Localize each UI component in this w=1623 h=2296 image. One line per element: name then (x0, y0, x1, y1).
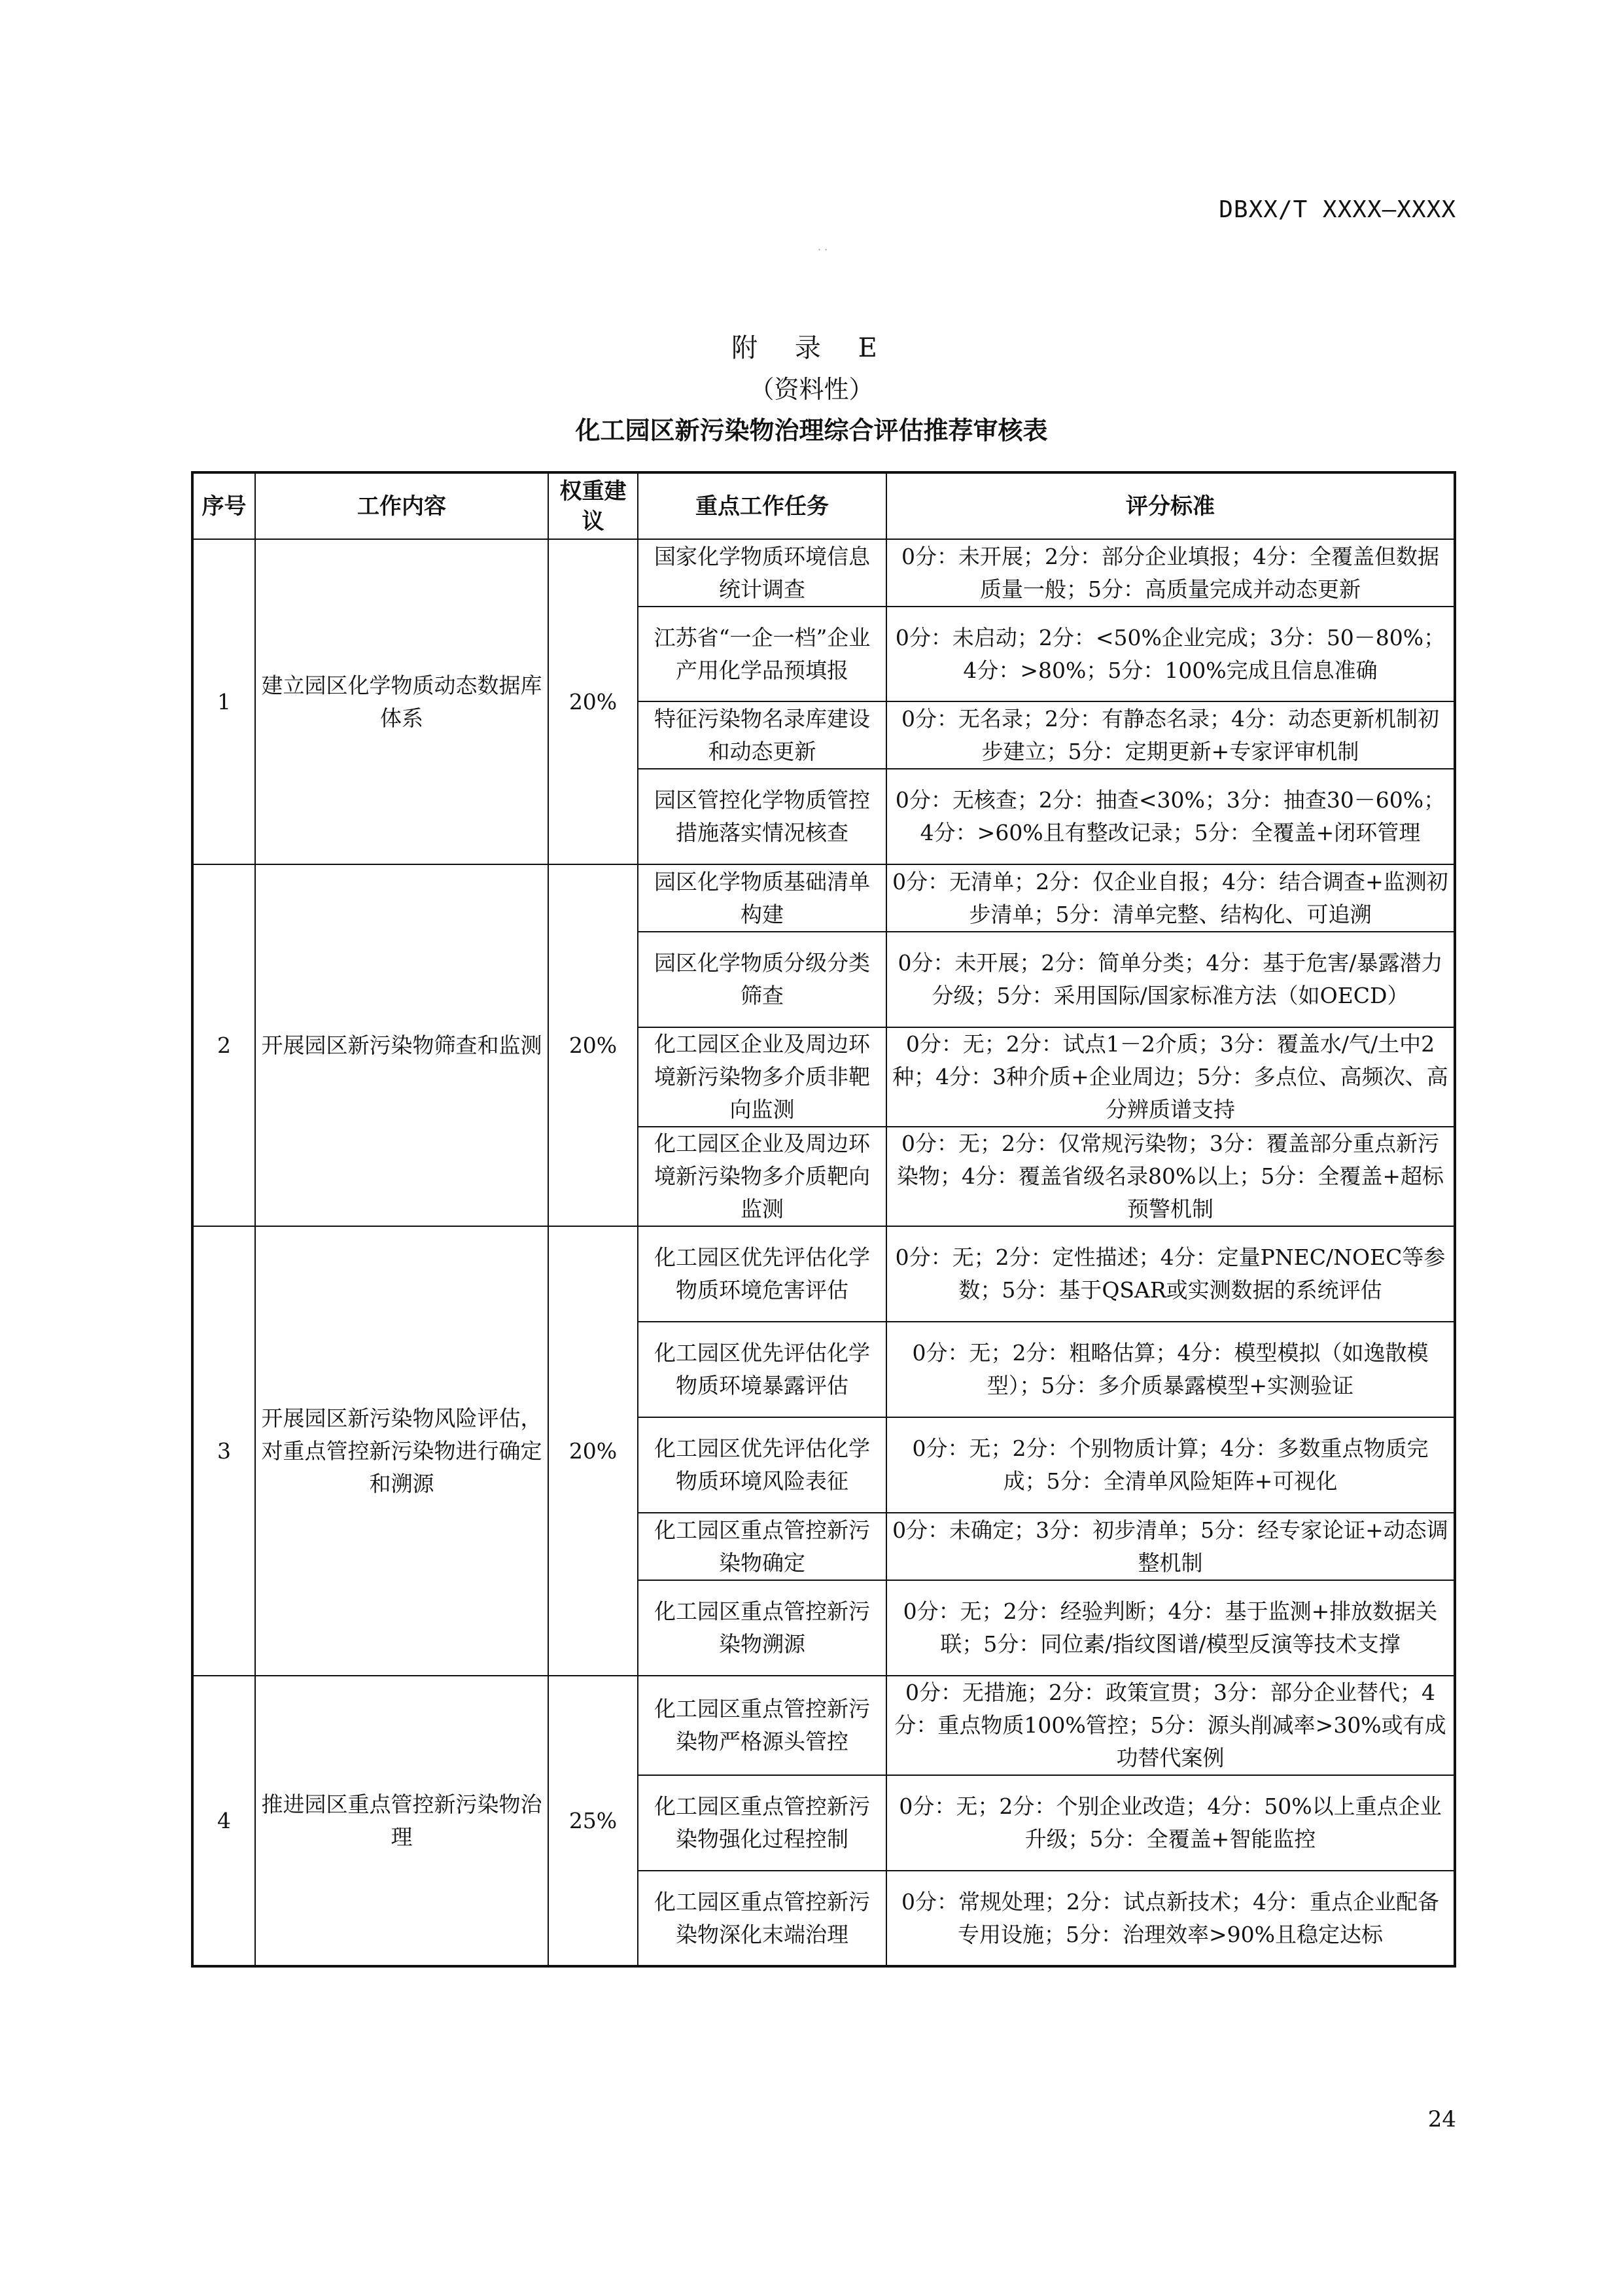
task-cell: 化工园区企业及周边环境新污染物多介质非靶向监测 (638, 1027, 886, 1127)
header-seq: 序号 (192, 472, 255, 539)
task-cell: 化工园区企业及周边环境新污染物多介质靶向监测 (638, 1127, 886, 1226)
criteria-cell: 0分：无清单；2分：仅企业自报；4分：结合调查+监测初步清单；5分：清单完整、结构化、可追溯 (886, 864, 1455, 932)
task-cell: 特征污染物名录库建设和动态更新 (638, 701, 886, 769)
criteria-cell: 0分：无；2分：定性描述；4分：定量PNEC/NOEC等参数；5分：基于QSAR或实测数据的系统评估 (886, 1226, 1455, 1322)
task-cell: 化工园区重点管控新污染物严格源头管控 (638, 1676, 886, 1775)
weight-cell: 20% (548, 539, 638, 864)
criteria-cell: 0分：未开展；2分：简单分类；4分：基于危害/暴露潜力分级；5分：采用国际/国家标准方法（如OECD） (886, 932, 1455, 1027)
weight-cell: 20% (548, 864, 638, 1226)
criteria-cell: 0分：无；2分：仅常规污染物；3分：覆盖部分重点新污染物；4分：覆盖省级名录80%以上；5分：全覆盖+超标预警机制 (886, 1127, 1455, 1226)
header-criteria: 评分标准 (886, 472, 1455, 539)
criteria-cell: 0分：无；2分：试点1－2介质；3分：覆盖水/气/土中2种；4分：3种介质+企业周边；5分：多点位、高频次、高分辨质谱支持 (886, 1027, 1455, 1127)
criteria-cell: 0分：无措施；2分：政策宣贯；3分：部分企业替代；4分：重点物质100%管控；5分：源头削减率>30%或有成功替代案例 (886, 1676, 1455, 1775)
weight-cell: 20% (548, 1226, 638, 1676)
review-table (191, 471, 1456, 1968)
task-cell: 园区化学物质基础清单构建 (638, 864, 886, 932)
table-row (192, 864, 1455, 932)
work-cell: 开展园区新污染物筛查和监测 (255, 864, 548, 1226)
work-cell: 建立园区化学物质动态数据库体系 (255, 539, 548, 864)
task-cell: 化工园区重点管控新污染物强化过程控制 (638, 1775, 886, 1871)
title-block (0, 327, 1623, 451)
task-cell: 化工园区优先评估化学物质环境风险表征 (638, 1417, 886, 1513)
criteria-cell: 0分：无；2分：个别物质计算；4分：多数重点物质完成；5分：全清单风险矩阵+可视化 (886, 1417, 1455, 1513)
seq-cell: 3 (192, 1226, 255, 1676)
criteria-cell: 0分：无；2分：经验判断；4分：基于监测+排放数据关联；5分：同位素/指纹图谱/模型反演等技术支撑 (886, 1580, 1455, 1676)
work-cell: 开展园区新污染物风险评估，对重点管控新污染物进行确定和溯源 (255, 1226, 548, 1676)
task-cell: 化工园区重点管控新污染物溯源 (638, 1580, 886, 1676)
criteria-cell: 0分：无；2分：粗略估算；4分：模型模拟（如逸散模型）；5分：多介质暴露模型+实测验证 (886, 1322, 1455, 1417)
appendix-label: 附 录 E (731, 333, 892, 363)
task-cell: 园区管控化学物质管控措施落实情况核查 (638, 769, 886, 864)
criteria-cell: 0分：常规处理；2分：试点新技术；4分：重点企业配备专用设施；5分：治理效率>90%且稳定达标 (886, 1871, 1455, 1966)
page-number: 24 (1427, 2106, 1456, 2132)
task-cell: 化工园区优先评估化学物质环境危害评估 (638, 1226, 886, 1322)
criteria-cell: 0分：无核查；2分：抽查<30%；3分：抽查30－60%；4分：>60%且有整改记录；5分：全覆盖+闭环管理 (886, 769, 1455, 864)
table-row (192, 539, 1455, 607)
header-weight: 权重建议 (548, 472, 638, 539)
table-title: 化工园区新污染物治理综合评估推荐审核表 (575, 416, 1048, 445)
document-code: DBXX/T XXXX—XXXX (1219, 196, 1456, 223)
seq-cell: 4 (192, 1676, 255, 1966)
seq-cell: 1 (192, 539, 255, 864)
table-row (192, 1226, 1455, 1322)
table-row (192, 1676, 1455, 1775)
task-cell: 园区化学物质分级分类筛查 (638, 932, 886, 1027)
seq-cell: 2 (192, 864, 255, 1226)
header-row (192, 472, 1455, 539)
task-cell: 江苏省“一企一档”企业产用化学品预填报 (638, 607, 886, 701)
criteria-cell: 0分：未确定；3分：初步清单；5分：经专家论证+动态调整机制 (886, 1513, 1455, 1580)
header-task: 重点工作任务 (638, 472, 886, 539)
work-cell: 推进园区重点管控新污染物治理 (255, 1676, 548, 1966)
task-cell: 化工园区重点管控新污染物深化末端治理 (638, 1871, 886, 1966)
task-cell: 化工园区重点管控新污染物确定 (638, 1513, 886, 1580)
scan-mark: · · (818, 243, 828, 256)
criteria-cell: 0分：无；2分：个别企业改造；4分：50%以上重点企业升级；5分：全覆盖+智能监控 (886, 1775, 1455, 1871)
task-cell: 化工园区优先评估化学物质环境暴露评估 (638, 1322, 886, 1417)
criteria-cell: 0分：未开展；2分：部分企业填报；4分：全覆盖但数据质量一般；5分：高质量完成并动态更新 (886, 539, 1455, 607)
appendix-nature: （资料性） (749, 375, 874, 404)
criteria-cell: 0分：无名录；2分：有静态名录；4分：动态更新机制初步建立；5分：定期更新+专家评审机制 (886, 701, 1455, 769)
weight-cell: 25% (548, 1676, 638, 1966)
criteria-cell: 0分：未启动；2分：<50%企业完成；3分：50－80%；4分：>80%；5分：100%完成且信息准确 (886, 607, 1455, 701)
header-work: 工作内容 (255, 472, 548, 539)
task-cell: 国家化学物质环境信息统计调查 (638, 539, 886, 607)
